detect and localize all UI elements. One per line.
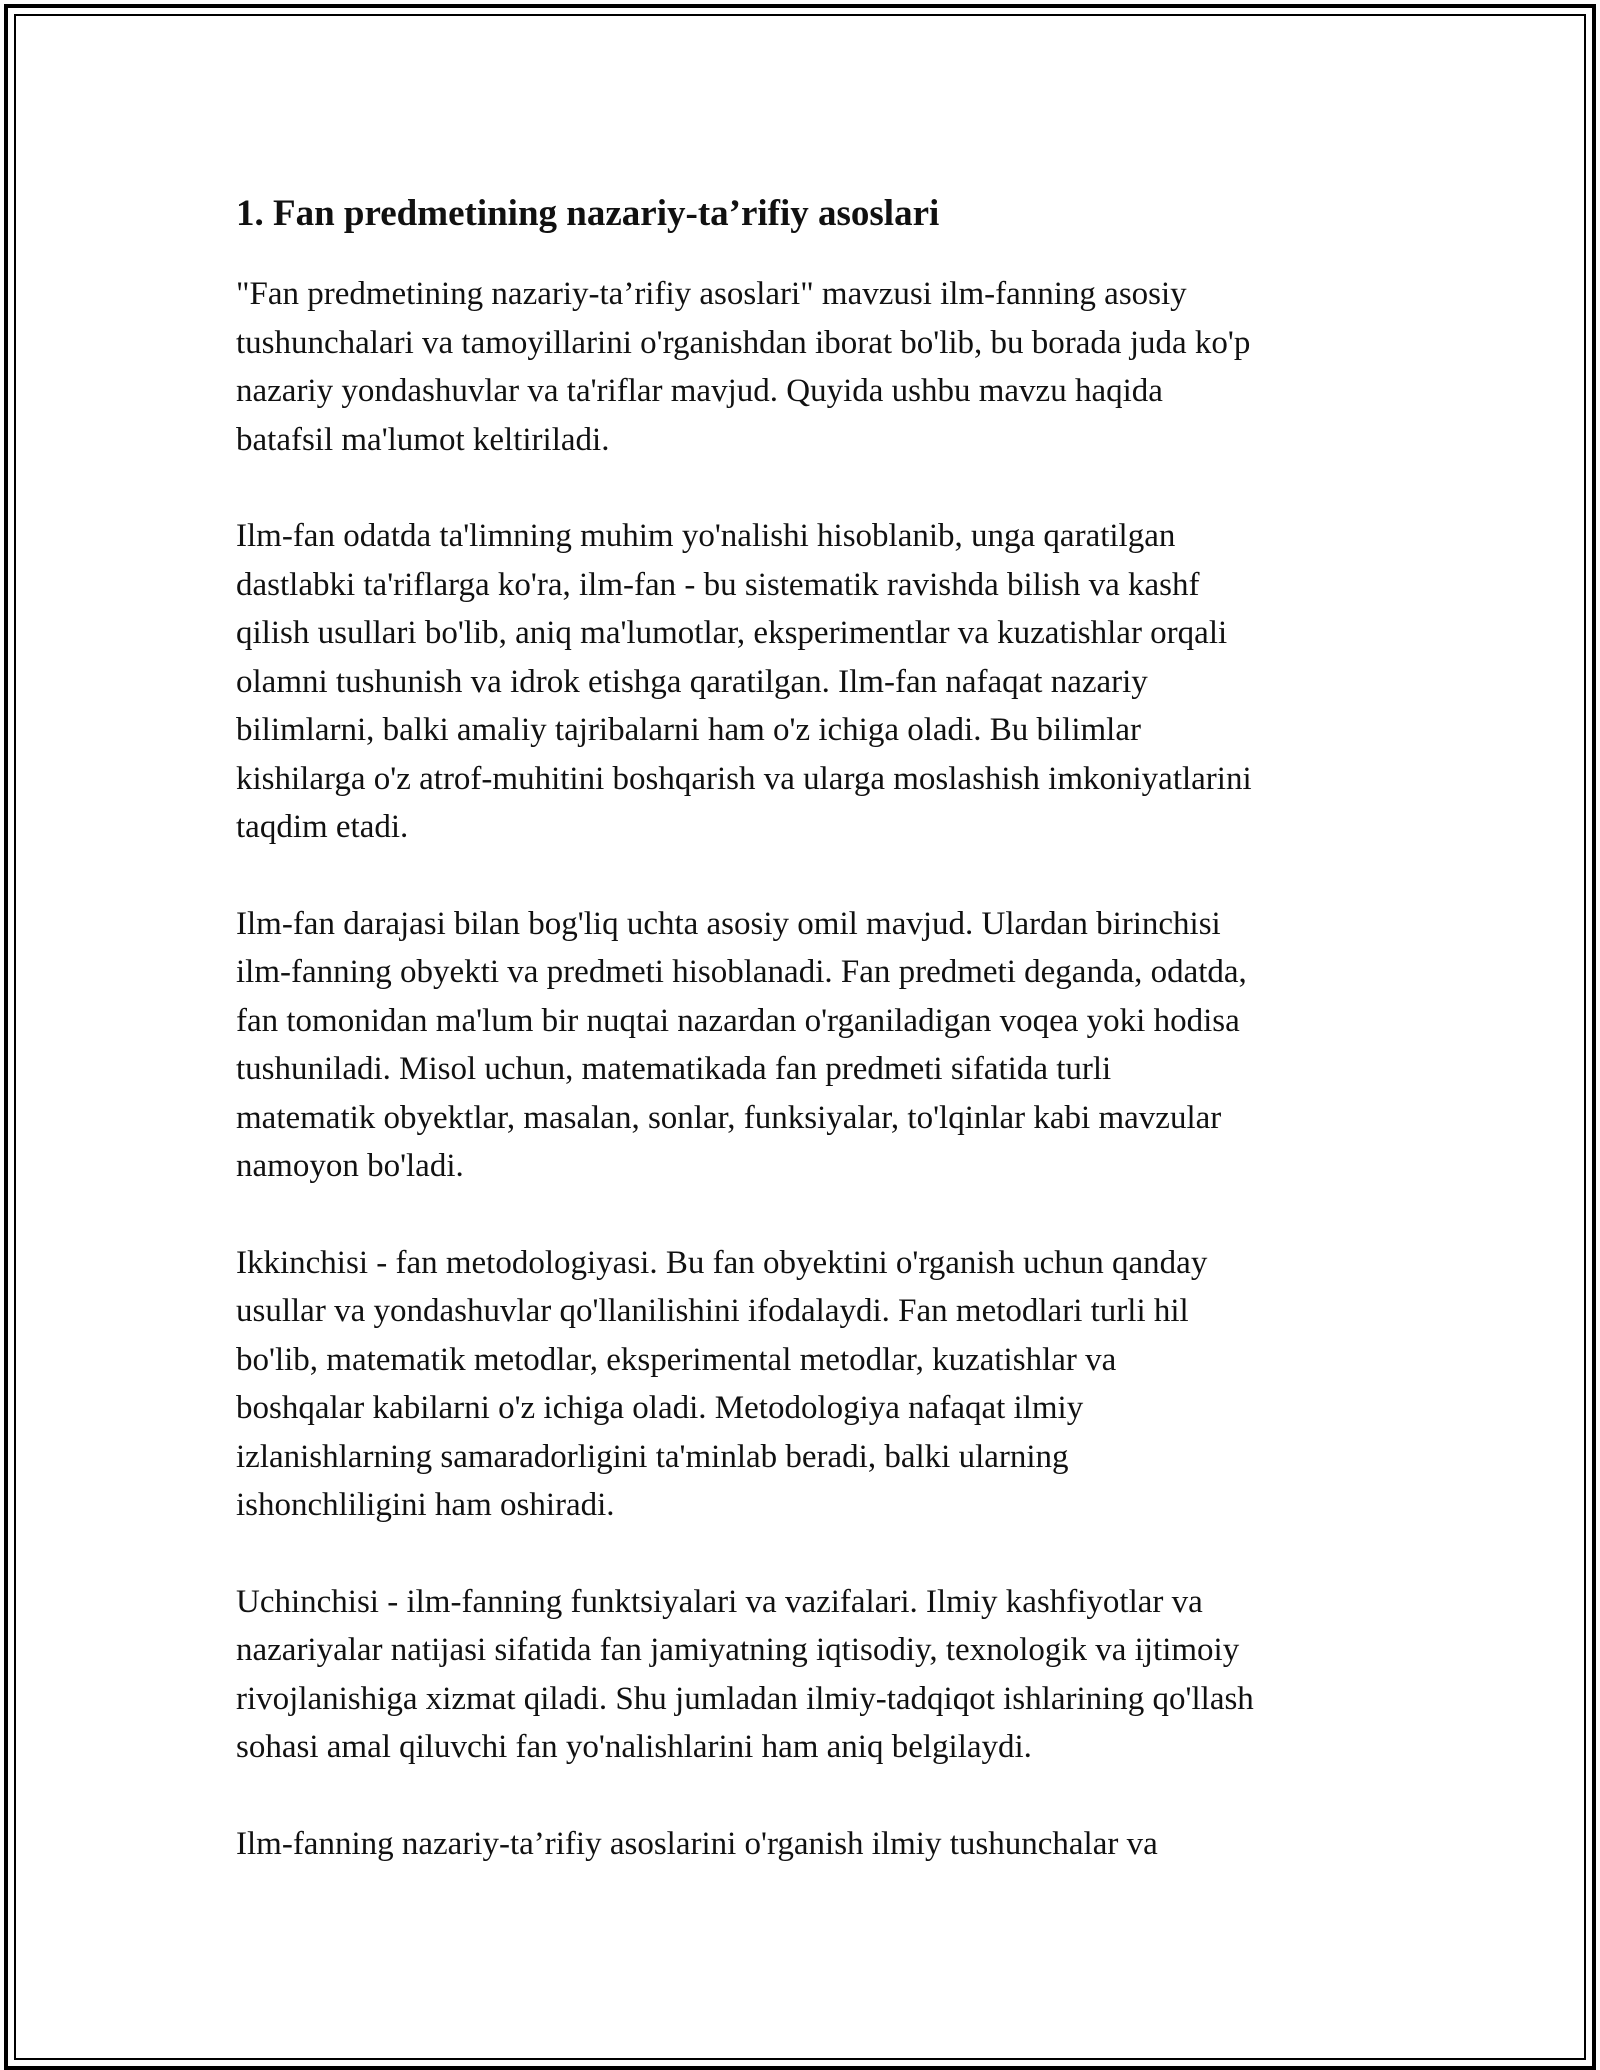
- paragraph-3: [236, 900, 1396, 1191]
- text-line: rivojlanishiga xizmat qiladi. Shu jumladan ilmiy-tadqiqot ishlarining qo'llash: [236, 1680, 1254, 1717]
- paragraph-5: [236, 1578, 1396, 1772]
- paragraph-6: [236, 1820, 1396, 1869]
- text-line: Ikkinchisi - fan metodologiyasi. Bu fan obyektini o'rganish uchun qanday: [236, 1244, 1208, 1281]
- text-line: Ilm-fan darajasi bilan bog'liq uchta asosiy omil mavjud. Ulardan birinchisi: [236, 905, 1221, 942]
- text-line: olamni tushunish va idrok etishga qaratilgan. Ilm-fan nafaqat nazariy: [236, 663, 1148, 700]
- text-line: tushunchalari va tamoyillarini o'rganishdan iborat bo'lib, bu borada juda ko'p: [236, 324, 1251, 361]
- text-line: namoyon bo'ladi.: [236, 1148, 464, 1184]
- text-line: nazariyalar natijasi sifatida fan jamiyatning iqtisodiy, texnologik va ijtimoiy: [236, 1632, 1240, 1668]
- text-line: usullar va yondashuvlar qo'llanilishini ifodalaydi. Fan metodlari turli hil: [236, 1293, 1189, 1329]
- text-line: matematik obyektlar, masalan, sonlar, funksiyalar, to'lqinlar kabi mavzular: [236, 1099, 1222, 1136]
- text-line: ilm-fanning obyekti va predmeti hisoblanadi. Fan predmeti deganda, odatda,: [236, 954, 1247, 990]
- text-line: boshqalar kabilarni o'z ichiga oladi. Metodologiya nafaqat ilmiy: [236, 1390, 1084, 1426]
- text-line: Ilm-fanning nazariy-ta’rifiy asoslarini o'rganish ilmiy tushunchalar va: [236, 1825, 1158, 1862]
- text-line: Ilm-fan odatda ta'limning muhim yo'nalishi hisoblanib, unga qaratilgan: [236, 518, 1176, 554]
- text-line: bo'lib, matematik metodlar, eksperimental metodlar, kuzatishlar va: [236, 1341, 1117, 1378]
- text-line: qilish usullari bo'lib, aniq ma'lumotlar, eksperimentlar va kuzatishlar orqali: [236, 615, 1228, 651]
- text-line: izlanishlarning samaradorligini ta'minlab beradi, balki ularning: [236, 1438, 1069, 1475]
- text-line: bilimlarni, balki amaliy tajribalarni ham o'z ichiga oladi. Bu bilimlar: [236, 712, 1141, 748]
- section-heading: 1. Fan predmetining nazariy-ta’rifiy asoslari: [236, 193, 940, 234]
- paragraph-4: [236, 1239, 1396, 1530]
- text-line: nazariy yondashuvlar va ta'riflar mavjud. Quyida ushbu mavzu haqida: [236, 373, 1163, 409]
- text-line: kishilarga o'z atrof-muhitini boshqarish va ularga moslashish imkoniyatlarini: [236, 760, 1252, 797]
- text-line: taqdim etadi.: [236, 809, 409, 845]
- text-line: sohasi amal qiluvchi fan yo'nalishlarini ham aniq belgilaydi.: [236, 1729, 1032, 1765]
- text-line: Uchinchisi - ilm-fanning funktsiyalari va vazifalari. Ilmiy kashfiyotlar va: [236, 1583, 1203, 1620]
- text-line: "Fan predmetining nazariy-ta’rifiy asoslari" mavzusi ilm-fanning asosiy: [236, 276, 1187, 312]
- document-body: [236, 188, 1396, 1916]
- paragraph-1: [236, 270, 1396, 464]
- paragraph-2: [236, 512, 1396, 852]
- text-line: tushuniladi. Misol uchun, matematikada fan predmeti sifatida turli: [236, 1051, 1112, 1087]
- text-line: batafsil ma'lumot keltiriladi.: [236, 421, 610, 458]
- text-line: fan tomonidan ma'lum bir nuqtai nazardan o'rganiladigan voqea yoki hodisa: [236, 1002, 1240, 1039]
- text-line: dastlabki ta'riflarga ko'ra, ilm-fan - bu sistematik ravishda bilish va kashf: [236, 566, 1200, 603]
- text-line: ishonchliligini ham oshiradi.: [236, 1487, 615, 1523]
